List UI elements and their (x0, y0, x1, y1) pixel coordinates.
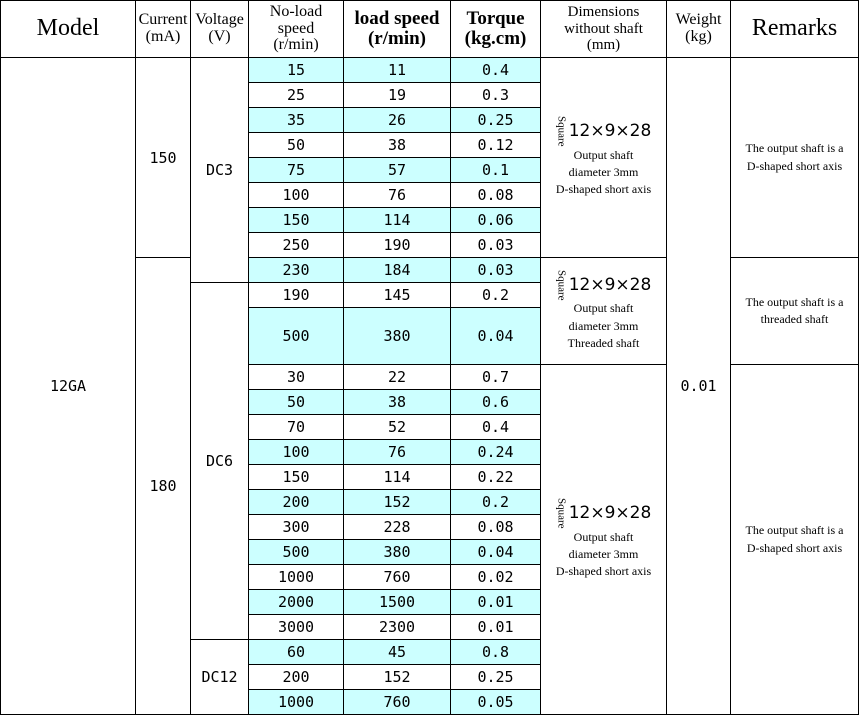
current-cell: 180 (136, 258, 191, 715)
torque-cell: 0.8 (451, 640, 541, 665)
model-cell: 12GA (1, 58, 136, 715)
current-cell: 150 (136, 58, 191, 258)
size-value: 12×9×28 (568, 121, 652, 142)
noload-speed-cell: 60 (249, 640, 344, 665)
size-value: 12×9×28 (568, 503, 652, 524)
header-dimensions: Dimensions without shaft (mm) (541, 1, 667, 58)
remark-line: D-shaped short axis (746, 540, 843, 555)
load-speed-cell: 152 (344, 665, 451, 690)
dimension-cell (541, 58, 667, 258)
noload-speed-cell: 75 (249, 158, 344, 183)
load-speed-cell: 19 (344, 83, 451, 108)
voltage-cell: DC6 (191, 283, 249, 640)
table-row (1, 58, 859, 83)
torque-cell: 0.6 (451, 390, 541, 415)
remark-line: The output shaft is a (745, 294, 844, 309)
noload-speed-cell: 25 (249, 83, 344, 108)
noload-speed-cell: 200 (249, 490, 344, 515)
dimension-cell (541, 365, 667, 715)
load-speed-cell: 760 (344, 690, 451, 715)
load-speed-cell: 11 (344, 58, 451, 83)
torque-cell: 0.7 (451, 365, 541, 390)
load-speed-cell: 380 (344, 540, 451, 565)
torque-cell: 0.08 (451, 515, 541, 540)
load-speed-cell: 38 (344, 133, 451, 158)
weight-cell: 0.01 (667, 58, 731, 715)
remark-line: D-shaped short axis (746, 158, 843, 173)
load-speed-cell: 76 (344, 440, 451, 465)
load-speed-cell: 76 (344, 183, 451, 208)
remark-line: threaded shaft (760, 312, 829, 326)
remark-cell (731, 58, 859, 258)
dimension-line: Output shaft (573, 147, 634, 162)
torque-cell: 0.12 (451, 133, 541, 158)
table-body (1, 58, 859, 715)
load-speed-cell: 22 (344, 365, 451, 390)
square-label: Square (555, 116, 568, 147)
torque-cell: 0.03 (451, 233, 541, 258)
load-speed-cell: 52 (344, 415, 451, 440)
torque-cell: 0.03 (451, 258, 541, 283)
noload-speed-cell: 100 (249, 440, 344, 465)
noload-speed-cell: 150 (249, 465, 344, 490)
noload-speed-cell: 70 (249, 415, 344, 440)
header-row (1, 1, 859, 58)
square-label: Square (555, 498, 568, 529)
torque-cell: 0.05 (451, 690, 541, 715)
header-remarks: Remarks (731, 1, 859, 58)
noload-speed-cell: 100 (249, 183, 344, 208)
noload-speed-cell: 250 (249, 233, 344, 258)
load-speed-cell: 380 (344, 308, 451, 365)
noload-speed-cell: 15 (249, 58, 344, 83)
header-noload-speed: No-load speed (r/min) (249, 1, 344, 58)
dimension-line: diameter 3mm (568, 547, 639, 562)
dimension-line: D-shaped short axis (555, 182, 652, 197)
load-speed-cell: 184 (344, 258, 451, 283)
header-load-speed: load speed (r/min) (344, 1, 451, 58)
torque-cell: 0.02 (451, 565, 541, 590)
noload-speed-cell: 150 (249, 208, 344, 233)
dimension-line: diameter 3mm (568, 318, 639, 333)
load-speed-cell: 152 (344, 490, 451, 515)
remark-cell (731, 365, 859, 715)
torque-cell: 0.4 (451, 58, 541, 83)
dimension-line: Threaded shaft (567, 335, 640, 350)
dimension-line: Output shaft (573, 301, 634, 316)
noload-speed-cell: 190 (249, 283, 344, 308)
dimension-size (541, 116, 666, 147)
noload-speed-cell: 3000 (249, 615, 344, 640)
torque-cell: 0.22 (451, 465, 541, 490)
torque-cell: 0.06 (451, 208, 541, 233)
noload-speed-cell: 1000 (249, 565, 344, 590)
torque-cell: 0.04 (451, 540, 541, 565)
noload-speed-cell: 50 (249, 390, 344, 415)
load-speed-cell: 114 (344, 208, 451, 233)
torque-cell: 0.24 (451, 440, 541, 465)
torque-cell: 0.2 (451, 490, 541, 515)
torque-cell: 0.25 (451, 108, 541, 133)
load-speed-cell: 190 (344, 233, 451, 258)
dimension-cell (541, 258, 667, 365)
dimension-size (541, 498, 666, 529)
load-speed-cell: 57 (344, 158, 451, 183)
noload-speed-cell: 500 (249, 540, 344, 565)
dimension-size (541, 270, 666, 301)
load-speed-cell: 760 (344, 565, 451, 590)
torque-cell: 0.08 (451, 183, 541, 208)
dimension-line: D-shaped short axis (555, 564, 652, 579)
noload-speed-cell: 2000 (249, 590, 344, 615)
torque-cell: 0.1 (451, 158, 541, 183)
load-speed-cell: 26 (344, 108, 451, 133)
noload-speed-cell: 500 (249, 308, 344, 365)
load-speed-cell: 1500 (344, 590, 451, 615)
noload-speed-cell: 300 (249, 515, 344, 540)
load-speed-cell: 145 (344, 283, 451, 308)
torque-cell: 0.25 (451, 665, 541, 690)
noload-speed-cell: 30 (249, 365, 344, 390)
load-speed-cell: 45 (344, 640, 451, 665)
noload-speed-cell: 200 (249, 665, 344, 690)
header-model: Model (1, 1, 136, 58)
load-speed-cell: 38 (344, 390, 451, 415)
remark-cell (731, 258, 859, 365)
header-voltage: Voltage (V) (191, 1, 249, 58)
size-value: 12×9×28 (568, 274, 652, 295)
remark-line: The output shaft is a (745, 141, 844, 156)
torque-cell: 0.4 (451, 415, 541, 440)
load-speed-cell: 2300 (344, 615, 451, 640)
load-speed-cell: 228 (344, 515, 451, 540)
remark-line: The output shaft is a (745, 523, 844, 538)
torque-cell: 0.3 (451, 83, 541, 108)
dimension-line: Output shaft (573, 529, 634, 544)
noload-speed-cell: 35 (249, 108, 344, 133)
header-weight: Weight (kg) (667, 1, 731, 58)
header-torque: Torque (kg.cm) (451, 1, 541, 58)
header-current: Current (mA) (136, 1, 191, 58)
voltage-cell: DC12 (191, 640, 249, 715)
square-label: Square (555, 269, 568, 301)
voltage-cell: DC3 (191, 58, 249, 283)
load-speed-cell: 114 (344, 465, 451, 490)
torque-cell: 0.01 (451, 590, 541, 615)
dimension-line: diameter 3mm (568, 165, 639, 180)
noload-speed-cell: 50 (249, 133, 344, 158)
torque-cell: 0.2 (451, 283, 541, 308)
noload-speed-cell: 1000 (249, 690, 344, 715)
torque-cell: 0.01 (451, 615, 541, 640)
noload-speed-cell: 230 (249, 258, 344, 283)
torque-cell: 0.04 (451, 308, 541, 365)
